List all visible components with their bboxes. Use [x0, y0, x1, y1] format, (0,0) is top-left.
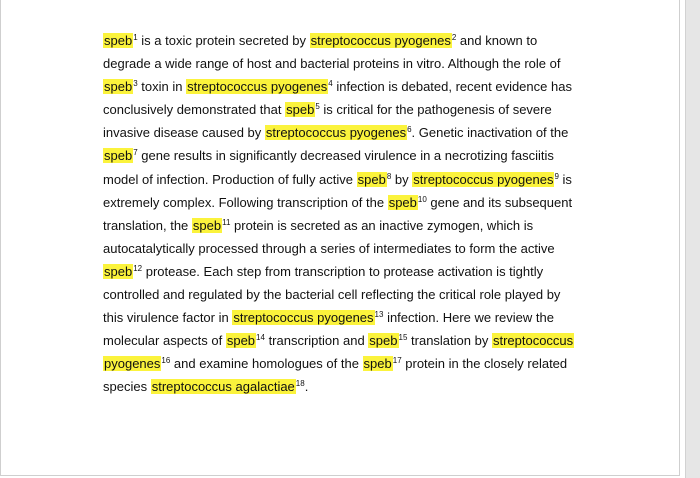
- highlighted-term: speb: [104, 148, 133, 164]
- text-run: and examine homologues of the: [170, 356, 363, 372]
- text-line: [103, 52, 603, 75]
- highlighted-term: streptococcus pyogenes: [233, 310, 374, 326]
- text-line: [103, 306, 603, 329]
- citation-superscript: 14: [256, 333, 265, 343]
- text-run: protein in the closely related: [401, 356, 568, 372]
- text-run: is a toxic protein secreted by: [137, 33, 310, 48]
- text-run: infection is debated, recent evidence has: [332, 79, 572, 95]
- text-line: [103, 237, 603, 260]
- citation-superscript: 9: [554, 171, 559, 181]
- text-line: [103, 168, 603, 191]
- text-run: infection. Here we review the: [383, 310, 554, 326]
- text-run: is critical for the pathogenesis of severe: [319, 102, 552, 118]
- text-line: [103, 29, 603, 52]
- text-run: . Genetic inactivation of the: [411, 125, 569, 141]
- highlighted-term: pyogenes: [104, 356, 161, 372]
- text-run: species: [103, 379, 151, 395]
- citation-superscript: 2: [451, 33, 457, 42]
- highlighted-term: speb: [104, 263, 133, 279]
- highlighted-term: speb: [357, 171, 386, 187]
- highlighted-term: speb: [226, 333, 256, 349]
- text-run: model of infection. Production of fully active: [103, 171, 357, 187]
- citation-superscript: 11: [222, 217, 231, 227]
- text-run: molecular aspects of: [103, 333, 226, 349]
- text-line: [103, 352, 603, 375]
- citation-superscript: 3: [133, 79, 138, 89]
- text-run: extremely complex. Following transcription of the: [103, 194, 388, 210]
- text-line: [103, 375, 603, 398]
- text-line: [103, 329, 603, 352]
- highlighted-term: speb: [369, 333, 398, 349]
- text-run: autocatalytically processed through a series of intermediates to form the active: [103, 240, 555, 256]
- citation-superscript: 7: [133, 148, 138, 158]
- citation-superscript: 6: [407, 125, 412, 135]
- text-run: and known to: [456, 33, 538, 48]
- text-run: toxin in: [137, 79, 187, 95]
- highlighted-term: speb: [192, 217, 222, 233]
- text-line: [103, 283, 603, 306]
- citation-superscript: 13: [374, 310, 384, 320]
- citation-superscript: 4: [328, 79, 333, 89]
- citation-superscript: 15: [398, 333, 408, 343]
- text-line: [103, 260, 603, 283]
- text-line: [103, 144, 603, 167]
- highlighted-term: speb: [104, 79, 133, 95]
- highlighted-term: streptococcus agalactiae: [151, 379, 295, 395]
- text-run: gene and its subsequent: [426, 194, 573, 210]
- citation-superscript: 12: [133, 263, 143, 273]
- text-line: [103, 214, 603, 237]
- highlighted-term: speb: [388, 194, 417, 210]
- highlighted-term: streptococcus pyogenes: [413, 171, 554, 187]
- text-run: transcription and: [264, 333, 369, 349]
- right-edge-strip: [685, 0, 700, 478]
- citation-superscript: 10: [417, 194, 427, 204]
- text-run: controlled and regulated by the bacterial cell reflecting the critical role played by: [103, 287, 561, 303]
- highlighted-term: streptococcus pyogenes: [265, 125, 407, 141]
- text-run: translation, the: [103, 217, 192, 233]
- highlighted-term: streptococcus pyogenes: [187, 79, 328, 95]
- text-line: [103, 191, 603, 214]
- text-run: invasive disease caused by: [103, 125, 265, 141]
- highlighted-term: streptococcus: [492, 333, 574, 349]
- text-line: [103, 98, 603, 121]
- text-run: protein is secreted as an inactive zymogen, which is: [230, 217, 534, 233]
- highlighted-term: speb: [363, 356, 392, 372]
- text-run: is: [558, 171, 572, 187]
- highlighted-term: speb: [286, 102, 315, 118]
- highlighted-term: streptococcus pyogenes: [310, 33, 451, 48]
- text-line: [103, 121, 603, 144]
- citation-superscript: 1: [133, 33, 138, 42]
- text-run: conclusively demonstrated that: [103, 102, 286, 118]
- citation-superscript: 8: [386, 171, 392, 181]
- citation-superscript: 16: [161, 356, 171, 366]
- text-line: [103, 75, 603, 98]
- text-run: gene results in significantly decreased virulence in a necrotizing fasciitis: [137, 148, 554, 164]
- text-run: .: [304, 379, 309, 395]
- text-run: protease. Each step from transcription to protease activation is tightly: [142, 263, 544, 279]
- citation-superscript: 5: [315, 102, 320, 112]
- text-run: translation by: [407, 333, 492, 349]
- citation-superscript: 17: [392, 356, 402, 366]
- highlighted-term: speb: [104, 33, 133, 48]
- abstract-paragraph: [103, 29, 603, 399]
- text-run: degrade a wide range of host and bacterial proteins in vitro. Although the role of: [103, 56, 561, 72]
- text-run: by: [391, 171, 413, 187]
- text-run: this virulence factor in: [103, 310, 233, 326]
- citation-superscript: 18: [295, 379, 305, 389]
